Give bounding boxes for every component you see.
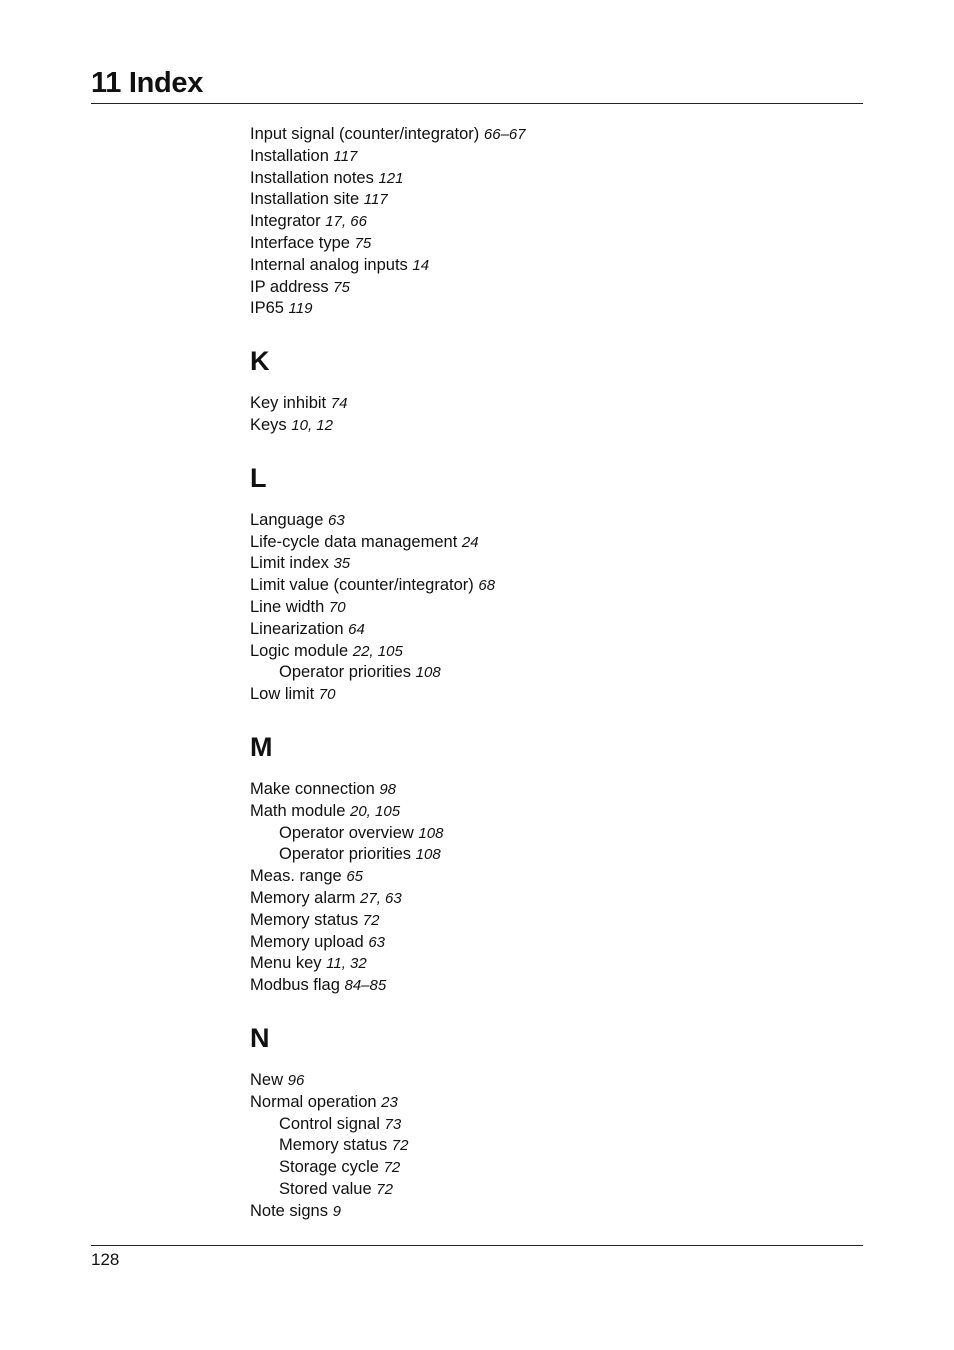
index-term: Memory status — [279, 1136, 388, 1155]
index-term: Linearization — [250, 619, 344, 638]
index-entry — [250, 888, 850, 910]
index-subentry — [250, 1157, 850, 1179]
index-subentry — [250, 1179, 850, 1201]
index-subentry — [250, 844, 850, 866]
index-page-refs[interactable]: 68 — [478, 577, 496, 595]
index-subentry — [250, 1135, 850, 1157]
index-page-refs[interactable]: 72 — [362, 911, 380, 929]
index-entry — [250, 189, 850, 211]
index-page-refs[interactable]: 108 — [415, 664, 441, 682]
index-term: Memory status — [250, 910, 359, 929]
index-term: Internal analog inputs — [250, 255, 408, 274]
index-entry — [250, 575, 850, 597]
index-term: Life-cycle data management — [250, 532, 458, 551]
index-term: Math module — [250, 801, 346, 820]
index-page-refs[interactable]: 27, 63 — [360, 889, 402, 907]
index-entry — [250, 233, 850, 255]
index-term: Integrator — [250, 212, 321, 231]
index-entry — [250, 801, 850, 823]
index-entry — [250, 1201, 850, 1223]
index-entry — [250, 866, 850, 888]
page-title: 11 Index — [91, 67, 204, 99]
index-page-refs[interactable]: 74 — [330, 395, 348, 413]
index-page-refs[interactable]: 63 — [328, 511, 345, 529]
index-entry — [250, 1070, 850, 1092]
index-term: Control signal — [279, 1114, 380, 1133]
index-term: Modbus flag — [250, 976, 340, 995]
index-page-refs[interactable]: 17, 66 — [325, 213, 367, 231]
index-entry — [250, 415, 850, 437]
index-term: Installation — [250, 146, 329, 165]
index-page-refs[interactable]: 75 — [354, 234, 372, 252]
index-entry — [250, 168, 850, 190]
index-term: IP address — [250, 277, 329, 296]
index-term: Limit value (counter/integrator) — [250, 576, 474, 595]
index-page-refs[interactable]: 117 — [363, 191, 388, 209]
index-term: Operator priorities — [279, 845, 412, 864]
index-page-refs[interactable]: 72 — [383, 1159, 401, 1177]
index-term: Meas. range — [250, 867, 342, 886]
index-page-refs[interactable]: 75 — [333, 278, 350, 296]
index-page-refs[interactable]: 9 — [332, 1202, 341, 1220]
index-entry — [250, 619, 850, 641]
index-term: Make connection — [250, 779, 375, 798]
footer-divider — [91, 1245, 863, 1246]
index-page-refs[interactable]: 65 — [346, 868, 363, 886]
index-subentry — [250, 823, 850, 845]
index-term: Low limit — [250, 685, 315, 704]
page-number: 128 — [91, 1250, 120, 1269]
index-term: Memory alarm — [250, 888, 356, 907]
index-term: Key inhibit — [250, 394, 327, 413]
index-subentry — [250, 1114, 850, 1136]
index-term: Limit index — [250, 554, 329, 573]
index-page-refs[interactable]: 20, 105 — [349, 802, 401, 820]
index-entry — [250, 1092, 850, 1114]
index-term: Operator priorities — [279, 663, 412, 682]
index-term: Installation notes — [250, 168, 374, 187]
index-term: Operator overview — [279, 823, 414, 842]
index-term: Memory upload — [250, 932, 364, 951]
index-entry — [250, 553, 850, 575]
index-term: Installation site — [250, 190, 360, 209]
index-entry — [250, 211, 850, 233]
header-divider — [91, 103, 863, 104]
index-term: Menu key — [250, 954, 322, 973]
index-page-refs[interactable]: 84–85 — [344, 977, 387, 995]
index-entry — [250, 298, 850, 320]
index-term: Logic module — [250, 641, 349, 660]
index-entry — [250, 910, 850, 932]
index-page-refs[interactable]: 117 — [333, 147, 358, 165]
index-page-refs[interactable]: 108 — [415, 846, 441, 864]
index-entry — [250, 641, 850, 663]
index-term: Line width — [250, 597, 325, 616]
index-page-refs[interactable]: 24 — [461, 533, 479, 551]
index-entry — [250, 953, 850, 975]
index-entry — [250, 255, 850, 277]
index-entry — [250, 597, 850, 619]
index-term: Interface type — [250, 233, 350, 252]
index-page-refs[interactable]: 10, 12 — [291, 416, 333, 434]
index-page-refs[interactable]: 11, 32 — [326, 955, 367, 973]
index-page-refs[interactable]: 64 — [348, 620, 365, 638]
index-entry — [250, 532, 850, 554]
index-entry — [250, 510, 850, 532]
index-term: Input signal (counter/integrator) — [250, 125, 480, 143]
index-entry — [250, 932, 850, 954]
index-page-refs[interactable]: 63 — [368, 933, 386, 951]
index-entry — [250, 124, 850, 146]
index-term: Keys — [250, 415, 287, 434]
index-subentry — [250, 662, 850, 684]
index-letter-heading: N — [250, 1022, 270, 1053]
index-page-refs[interactable]: 96 — [287, 1071, 305, 1089]
index-entry — [250, 779, 850, 801]
index-entry — [250, 975, 850, 997]
index-entry — [250, 146, 850, 168]
index-list — [250, 124, 850, 1222]
index-term: Stored value — [279, 1179, 372, 1198]
index-term: Language — [250, 510, 324, 529]
index-page-refs[interactable]: 73 — [384, 1115, 402, 1133]
index-term: Storage cycle — [279, 1158, 379, 1177]
index-page-refs[interactable]: 14 — [412, 256, 430, 274]
index-letter-heading: L — [250, 462, 267, 493]
index-page-refs[interactable]: 119 — [288, 300, 313, 318]
index-entry — [250, 277, 850, 299]
index-page-refs[interactable]: 72 — [391, 1137, 409, 1155]
index-page-refs[interactable]: 98 — [379, 780, 397, 798]
index-page-refs[interactable]: 22, 105 — [352, 642, 403, 660]
index-page-refs[interactable]: 66–67 — [483, 126, 526, 143]
index-page-refs[interactable]: 23 — [381, 1093, 398, 1111]
index-term: Note signs — [250, 1201, 328, 1220]
index-term: IP65 — [250, 299, 284, 318]
index-page-refs[interactable]: 108 — [418, 824, 444, 842]
index-term: New — [250, 1070, 284, 1089]
index-term: Normal operation — [250, 1092, 377, 1111]
index-page-refs[interactable]: 121 — [378, 169, 404, 187]
index-page-refs[interactable]: 70 — [318, 686, 336, 704]
index-page-refs[interactable]: 70 — [328, 598, 346, 616]
index-letter-heading: M — [250, 731, 273, 762]
index-letter-heading: K — [250, 346, 270, 377]
index-entry — [250, 684, 850, 706]
index-page-refs[interactable]: 35 — [333, 555, 351, 573]
index-entry — [250, 393, 850, 415]
index-page-refs[interactable]: 72 — [376, 1180, 393, 1198]
